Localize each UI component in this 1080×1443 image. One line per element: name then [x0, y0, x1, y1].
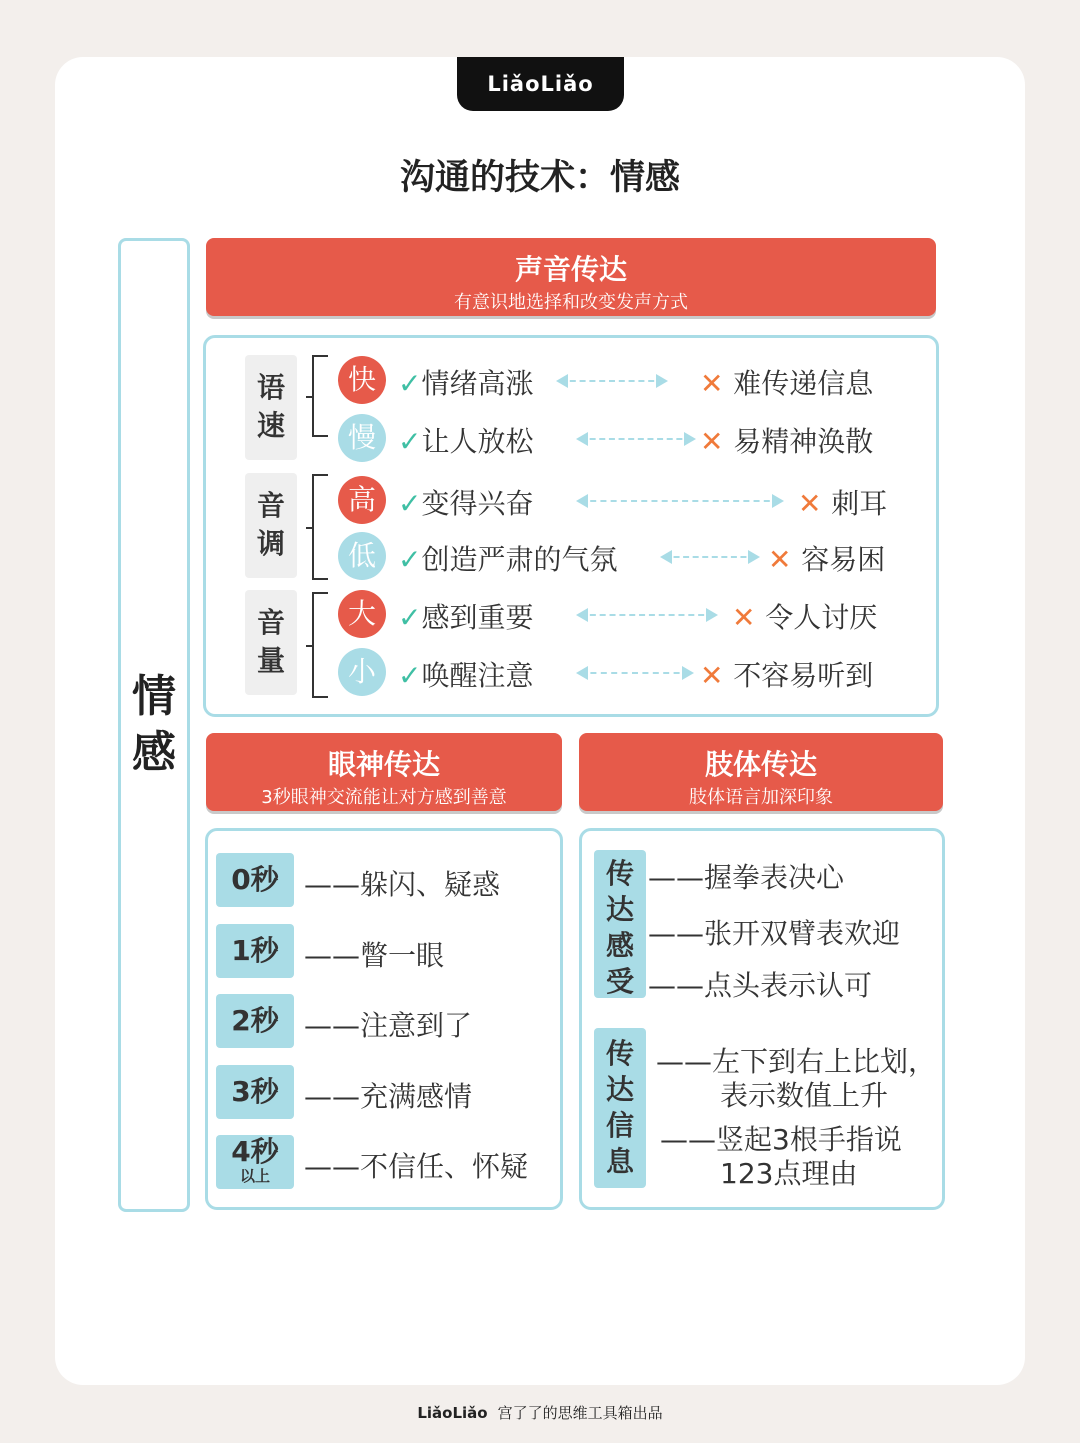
body-item: ——张开双臂表欢迎 [648, 917, 901, 950]
cross-icon: ✕ [732, 601, 766, 634]
brand-logo: LiǎoLiǎo [457, 57, 624, 111]
body-item: ——点头表示认可 [648, 969, 873, 1002]
eye-meaning: ——不信任、怀疑 [304, 1150, 529, 1183]
cross-icon: ✕ [798, 487, 832, 520]
eye-meaning: ——注意到了 [304, 1009, 473, 1042]
voice-group-tag-pitch: 音 调 [245, 473, 297, 578]
voice-bad-text: 刺耳 [831, 487, 888, 520]
double-arrow-icon [664, 556, 756, 558]
voice-bad-effect [732, 596, 877, 636]
cross-icon: ✕ [700, 367, 734, 400]
voice-good-text: 创造严肃的气氛 [421, 543, 618, 576]
side-label-char-1: 情 [132, 671, 176, 722]
voice-good-effect [398, 596, 533, 636]
eye-meaning: ——瞥一眼 [304, 938, 445, 972]
voice-bad-text: 不容易听到 [733, 659, 874, 692]
check-icon: ✓ [398, 425, 422, 458]
voice-subtitle: 有意识地选择和改变发声方式 [454, 292, 688, 313]
cross-icon: ✕ [768, 543, 802, 576]
eye-seconds-chip [216, 853, 294, 907]
eye-seconds-chip [216, 924, 294, 978]
footer [0, 1402, 1080, 1423]
eye-banner [206, 733, 562, 811]
voice-bracket-speed [312, 355, 328, 437]
voice-bracket-volume [312, 592, 328, 698]
double-arrow-icon [580, 614, 714, 616]
check-icon: ✓ [398, 487, 422, 520]
double-arrow-icon [580, 500, 780, 502]
voice-mark: 低 [338, 532, 386, 580]
body-banner [579, 733, 943, 811]
side-label-box [118, 238, 190, 1212]
voice-bad-effect [768, 538, 885, 578]
eye-seconds: 1秒 [231, 933, 279, 967]
check-icon: ✓ [398, 367, 422, 400]
footer-brand: LiǎoLiǎo [417, 1404, 488, 1422]
voice-good-text: 感到重要 [421, 601, 534, 634]
voice-mark: 大 [338, 590, 386, 638]
body-subtitle: 肢体语言加深印象 [689, 787, 833, 808]
eye-subtitle: 3秒眼神交流能让对方感到善意 [261, 787, 507, 808]
check-icon: ✓ [398, 543, 422, 576]
body-item-line2: 123点理由 [720, 1157, 858, 1190]
body-group-tag-information: 传 达 信 息 [594, 1028, 646, 1188]
eye-title: 眼神传达 [327, 748, 440, 781]
eye-seconds-chip [216, 994, 294, 1048]
double-arrow-icon [560, 380, 664, 382]
voice-mark: 高 [338, 476, 386, 524]
voice-title: 声音传达 [514, 253, 627, 286]
eye-meaning: ——充满感情 [304, 1079, 473, 1113]
voice-bad-effect [798, 482, 887, 522]
voice-bad-effect [700, 420, 873, 460]
voice-good-effect [398, 538, 617, 578]
eye-seconds: 0秒 [231, 863, 279, 896]
voice-bracket-pitch [312, 474, 328, 580]
voice-mark: 小 [338, 648, 386, 696]
voice-good-text: 让人放松 [421, 425, 534, 458]
voice-bad-text: 易精神涣散 [733, 425, 874, 458]
cross-icon: ✕ [700, 659, 734, 692]
body-group-tag-feelings: 传 达 感 受 [594, 850, 646, 998]
footer-text: 宫了了的思维工具箱出品 [497, 1404, 663, 1422]
voice-good-effect [398, 654, 533, 694]
voice-good-effect [398, 362, 533, 402]
eye-seconds-chip [216, 1135, 294, 1189]
eye-seconds: 3秒 [231, 1074, 279, 1108]
voice-banner [206, 238, 936, 316]
voice-bad-text: 容易困 [801, 543, 886, 576]
side-label [121, 669, 187, 781]
page-title: 沟通的技术：情感 [399, 158, 680, 198]
voice-group-tag-speed: 语 速 [245, 355, 297, 460]
eye-seconds-sub: 以上 [239, 1167, 270, 1185]
voice-bad-text: 令人讨厌 [765, 601, 878, 634]
voice-bad-effect [700, 654, 873, 694]
eye-seconds: 4秒 [231, 1135, 279, 1168]
double-arrow-icon [580, 672, 690, 674]
eye-seconds: 2秒 [231, 1004, 279, 1037]
body-item-line1: ——左下到右上比划， [656, 1045, 937, 1078]
body-item-line1: ——竖起3根手指说 [660, 1123, 902, 1156]
voice-good-text: 唤醒注意 [421, 659, 534, 692]
double-arrow-icon [580, 438, 692, 440]
voice-mark: 慢 [338, 414, 386, 462]
side-label-char-2: 感 [132, 727, 176, 778]
body-item: ——握拳表决心 [648, 861, 845, 894]
body-title: 肢体传达 [704, 748, 817, 781]
voice-good-text: 情绪高涨 [421, 367, 534, 400]
eye-seconds-chip [216, 1065, 294, 1119]
body-item-line2: 表示数值上升 [720, 1079, 889, 1112]
check-icon: ✓ [398, 659, 422, 692]
voice-mark: 快 [338, 356, 386, 404]
check-icon: ✓ [398, 601, 422, 634]
voice-bad-effect [700, 362, 873, 402]
voice-good-effect [398, 482, 533, 522]
voice-good-effect [398, 420, 533, 460]
voice-good-text: 变得兴奋 [421, 487, 534, 520]
voice-bad-text: 难传递信息 [733, 367, 874, 400]
cross-icon: ✕ [700, 425, 734, 458]
voice-group-tag-volume: 音 量 [245, 590, 297, 695]
eye-meaning: ——躲闪、疑惑 [304, 868, 501, 901]
